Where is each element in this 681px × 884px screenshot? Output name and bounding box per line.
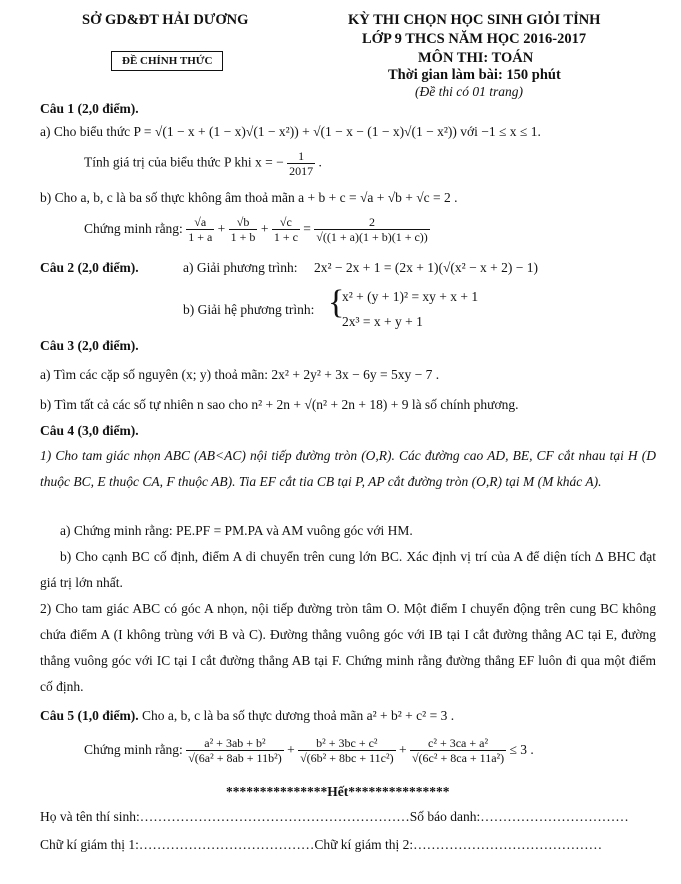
q1b-prove-label: Chứng minh rằng:	[84, 221, 183, 236]
q4-part2: 2) Cho tam giác ABC có góc A nhọn, nội tiếp đường tròn tâm O. Một điểm I chuyển động trên cung BC không chứa điểm A (I không trùng với B và C). Đường thẳng vuông góc với IB tại I cắt đường thẳng AC tại E, đường thẳng vuông góc với IC tại I cắt đường thẳng AB tại F. Chứng minh rằng đường thẳng EF luôn đi qua một điểm cố định.	[40, 601, 656, 694]
q5-frac-2: $\frac{\text{b² + 3bc + c²}}{\text{√(6b² + 8bc + 11c²)}}$	[300, 736, 394, 766]
q3b: b) Tìm tất cả các số tự nhiên n sao cho n² + 2n + √(n² + 2n + 18) + 9 là số chính phương.	[40, 397, 519, 412]
rhs-denominator: √((1 + a)(1 + b)(1 + c))	[316, 230, 428, 245]
q2a-expr: 2x² − 2x + 1 = (2x + 1)(√(x² − x + 2) − 1)	[314, 260, 539, 275]
q5-given: Cho a, b, c là ba số thực dương thoả mãn a² + b² + c² = 3 .	[142, 708, 455, 723]
fraction-denominator: 2017	[289, 164, 314, 178]
q5-rhs: ≤ 3 .	[509, 742, 534, 757]
q1a-prefix: a) Cho biểu thức	[40, 124, 131, 139]
frac-rhs	[314, 215, 430, 244]
q1a-compute: Tính giá trị của biểu thức P khi x = − $\frac{1}{2017}$ .	[84, 149, 322, 178]
q1b-prove: Chứng minh rằng: $\frac{√a}{1 + a}$ + $\frac{√b}{1 + b}$ + $\frac{√c}{1 + c}$ = $\frac{2}{√((1 + a)(1 + b)(1 + c))}$	[84, 215, 428, 245]
frac-b: $\frac{√b}{1 + b}$	[230, 215, 256, 245]
rhs-numerator: 2	[314, 215, 430, 230]
q5-frac-1: $\frac{\text{a² + 3ab + b²}}{\text{√(6a² + 8ab + 11b²)}}$	[188, 736, 282, 766]
q1a-line	[40, 122, 656, 141]
q1a-fraction	[287, 149, 315, 178]
official-badge: ĐỀ CHÍNH THỨC	[111, 51, 223, 71]
fraction-numerator: 1	[287, 149, 315, 164]
frac-a: $\frac{√a}{1 + a}$	[188, 215, 213, 245]
q1a-compute-text: Tính giá trị của biểu thức P khi x = −	[84, 154, 284, 170]
q1a-expr: P = √(1 − x + (1 − x)√(1 − x²)) + √(1 − x − (1 − x)√(1 − x²))	[133, 124, 457, 139]
end-mark: ***************Hết***************	[226, 784, 450, 799]
q4-part1b: b) Cho cạnh BC cố định, điểm A di chuyển trên cung lớn BC. Xác định vị trí của A để diện tích ∆ BHC đạt giá trị lớn nhất.	[40, 549, 656, 590]
q3a: a) Tìm các cặp số nguyên (x; y) thoả mãn: 2x² + 2y² + 3x − 6y = 5xy − 7 .	[40, 367, 440, 382]
q2b-label: b) Giải hệ phương trình:	[183, 302, 315, 317]
q5-title: Câu 5 (1,0 điểm).	[40, 708, 139, 723]
q2-title: Câu 2 (2,0 điểm).	[40, 260, 139, 275]
q1-title: Câu 1 (2,0 điểm).	[40, 101, 139, 116]
q4-part1a: a) Chứng minh rằng: PE.PF = PM.PA và AM vuông góc với HM.	[60, 523, 413, 538]
subject: MÔN THI: TOÁN	[418, 50, 534, 66]
q5-prove: Chứng minh rằng: $\frac{\text{a² + 3ab + b²}}{\text{√(6a² + 8ab + 11b²)}}$ + $\frac{\text{b² + 3bc + c²}}{\text{√(6b² + 8bc + 11c²)}}$ + $\frac{\text{c² + 3ca + a²}}{\text{√(6c² + 8ca + 11a²)}}$ ≤ 3 .	[84, 736, 534, 766]
q2a-label: a) Giải phương trình:	[183, 260, 298, 275]
system-brace: {	[328, 284, 345, 321]
pages-note: (Đề thi có 01 trang)	[415, 84, 523, 99]
time-limit: Thời gian làm bài: 150 phút	[388, 67, 561, 83]
q3-title: Câu 3 (2,0 điểm).	[40, 338, 139, 353]
q5-frac-3: $\frac{\text{c² + 3ca + a²}}{\text{√(6c² + 8ca + 11a²)}}$	[411, 736, 505, 766]
frac-c: $\frac{√c}{1 + c}$	[273, 215, 298, 245]
footer-name-line: Họ và tên thí sinh:……………………………………………………Số báo danh:……………………………	[40, 809, 629, 824]
q1a-condition: với −1 ≤ x ≤ 1.	[460, 124, 541, 139]
q2b-eq1: x² + (y + 1)² = xy + x + 1	[342, 289, 479, 304]
q5-header	[40, 706, 656, 725]
grade-year: LỚP 9 THCS NĂM HỌC 2016-2017	[362, 31, 587, 47]
footer-sign-line: Chữ kí giám thị 1:…………………………………Chữ kí giám thị 2:……………………………………	[40, 837, 603, 852]
q5-prove-label: Chứng minh rằng:	[84, 742, 183, 757]
q1b-given: b) Cho a, b, c là ba số thực không âm thoả mãn a + b + c = √a + √b + √c = 2 .	[40, 190, 458, 205]
left-org: SỞ GD&ĐT HẢI DƯƠNG	[82, 12, 249, 28]
q4-title: Câu 4 (3,0 điểm).	[40, 423, 139, 438]
exam-title: KỲ THI CHỌN HỌC SINH GIỎI TỈNH	[348, 12, 601, 28]
q4-part1: 1) Cho tam giác nhọn ABC (AB<AC) nội tiếp đường tròn (O,R). Các đường cao AD, BE, CF cắt nhau tại H (D thuộc BC, E thuộc CA, F thuộc AB). Tia EF cắt tia CB tại P, AP cắt đường tròn (O,R) tại M (M khác A).	[40, 448, 656, 489]
q2b-eq2: 2x³ = x + y + 1	[342, 314, 423, 329]
